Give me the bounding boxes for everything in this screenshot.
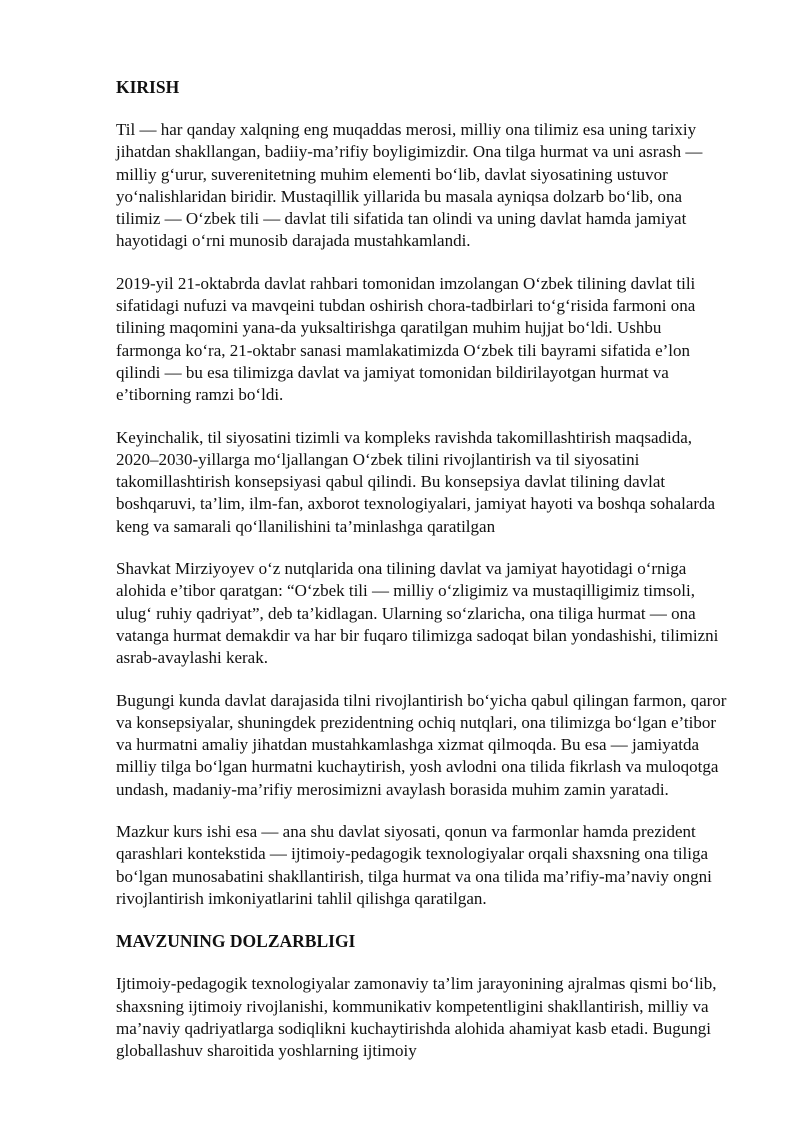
- section-heading-intro: KIRISH: [116, 77, 180, 97]
- intro-paragraph-3: Keyinchalik, til siyosatini tizimli va kompleks ravishda takomillashtirish maqsadida, 2020–2030-yillarga mo‘ljallangan O‘zbek tilini rivojlantirish va til siyosatini takomillashtirish konsepsiyasi qabul qilindi. Bu konsepsiya davlat tilining davlat boshqaruvi, ta’lim, ilm-fan, axborot texnologiyalari, jamiyat hayoti va boshqa sohalarda keng va samarali qo‘llanilishini ta’minlashga qaratilgan: [116, 427, 716, 536]
- intro-paragraph-2: 2019-yil 21-oktabrda davlat rahbari tomonidan imzolangan O‘zbek tilining davlat tili sifatidagi nufuzi va mavqeini tubdan oshirish chora-tadbirlari to‘g‘risida farmoni ona tilining maqomini yana-da yuksaltirishga qaratilgan muhim hujjat bo‘ldi. Ushbu farmonga ko‘ra, 21-oktabr sanasi mamlakatimizda O‘zbek tili bayrami sifatida e’lon qilindi — bu esa tilimizga davlat va jamiyat tomonidan bildirilayotgan hurmat va e’tiborning ramzi bo‘ldi.: [116, 273, 696, 405]
- intro-paragraph-5: Bugungi kunda davlat darajasida tilni rivojlantirish bo‘yicha qabul qilingan farmon, qaror va konsepsiyalar, shuningdek prezidentning ochiq nutqlari, ona tilimizga bo‘lgan e’tibor va hurmatni amaliy jihatdan mustahkamlashga xizmat qilmoqda. Bu esa — jamiyatda milliy tilga bo‘lgan hurmatni kuchaytirish, yosh avlodni ona tilida fikrlash va muloqotga undash, madaniy-ma’rifiy merosimizni avaylash borasida muhim zamin yaratadi.: [116, 690, 727, 799]
- intro-paragraph-4: Shavkat Mirziyoyev o‘z nutqlarida ona tilining davlat va jamiyat hayotidagi o‘rniga alohida e’tibor qaratgan: “O‘zbek tili — milliy o‘zligimiz va mustaqilligimiz timsoli, ulug‘ ruhiy qadriyat”, deb ta’kidlagan. Ularning so‘zlaricha, ona tiliga hurmat — ona vatanga hurmat demakdir va har bir fuqaro tilimizga sadoqat bilan yondashishi, tilimizni asrab-avaylashi kerak.: [116, 559, 719, 668]
- intro-paragraph-1: Til — har qanday xalqning eng muqaddas merosi, milliy ona tilimiz esa uning tarixiy jihatdan shakllangan, badiiy-ma’rifiy boyligimizdir. Ona tilga hurmat va uni asrash — milliy g‘urur, suverenitetning muhim elementi bo‘lib, davlat siyosatining ustuvor yo‘nalishlaridan biridir. Mustaqillik yillarida bu masala ayniqsa dolzarb bo‘lib, ona tilimiz — O‘zbek tili — davlat tili sifatida tan olindi va uning davlat hamda jamiyat hayotidagi o‘rni munosib darajada mustahkamlandi.: [116, 120, 703, 251]
- section-heading-relevance: MAVZUNING DOLZARBLIGI: [116, 931, 356, 952]
- relevance-paragraph: Ijtimoiy-pedagogik texnologiyalar zamonaviy ta’lim jarayonining ajralmas qismi bo‘lib, shaxsning ijtimoiy rivojlanishi, kommunikativ kompetentligini shakllantirish, milliy va ma’naviy qadriyatlarga sodiqlikni kuchaytirishda alohida ahamiyat kasb etadi. Bugungi globallashuv sharoitida yoshlarning ijtimoiy: [116, 974, 717, 1061]
- document-page: [116, 76, 728, 1062]
- intro-paragraph-6: Mazkur kurs ishi esa — ana shu davlat siyosati, qonun va farmonlar hamda prezident qarashlari kontekstida — ijtimoiy-pedagogik texnologiyalar orqali shaxsning ona tiliga bo‘lgan munosabatini shakllantirish, tilga hurmat va ona tilida ma’rifiy-ma’naviy ongni rivojlantirish imkoniyatlarini tahlil qilishga qaratilgan.: [116, 822, 712, 908]
